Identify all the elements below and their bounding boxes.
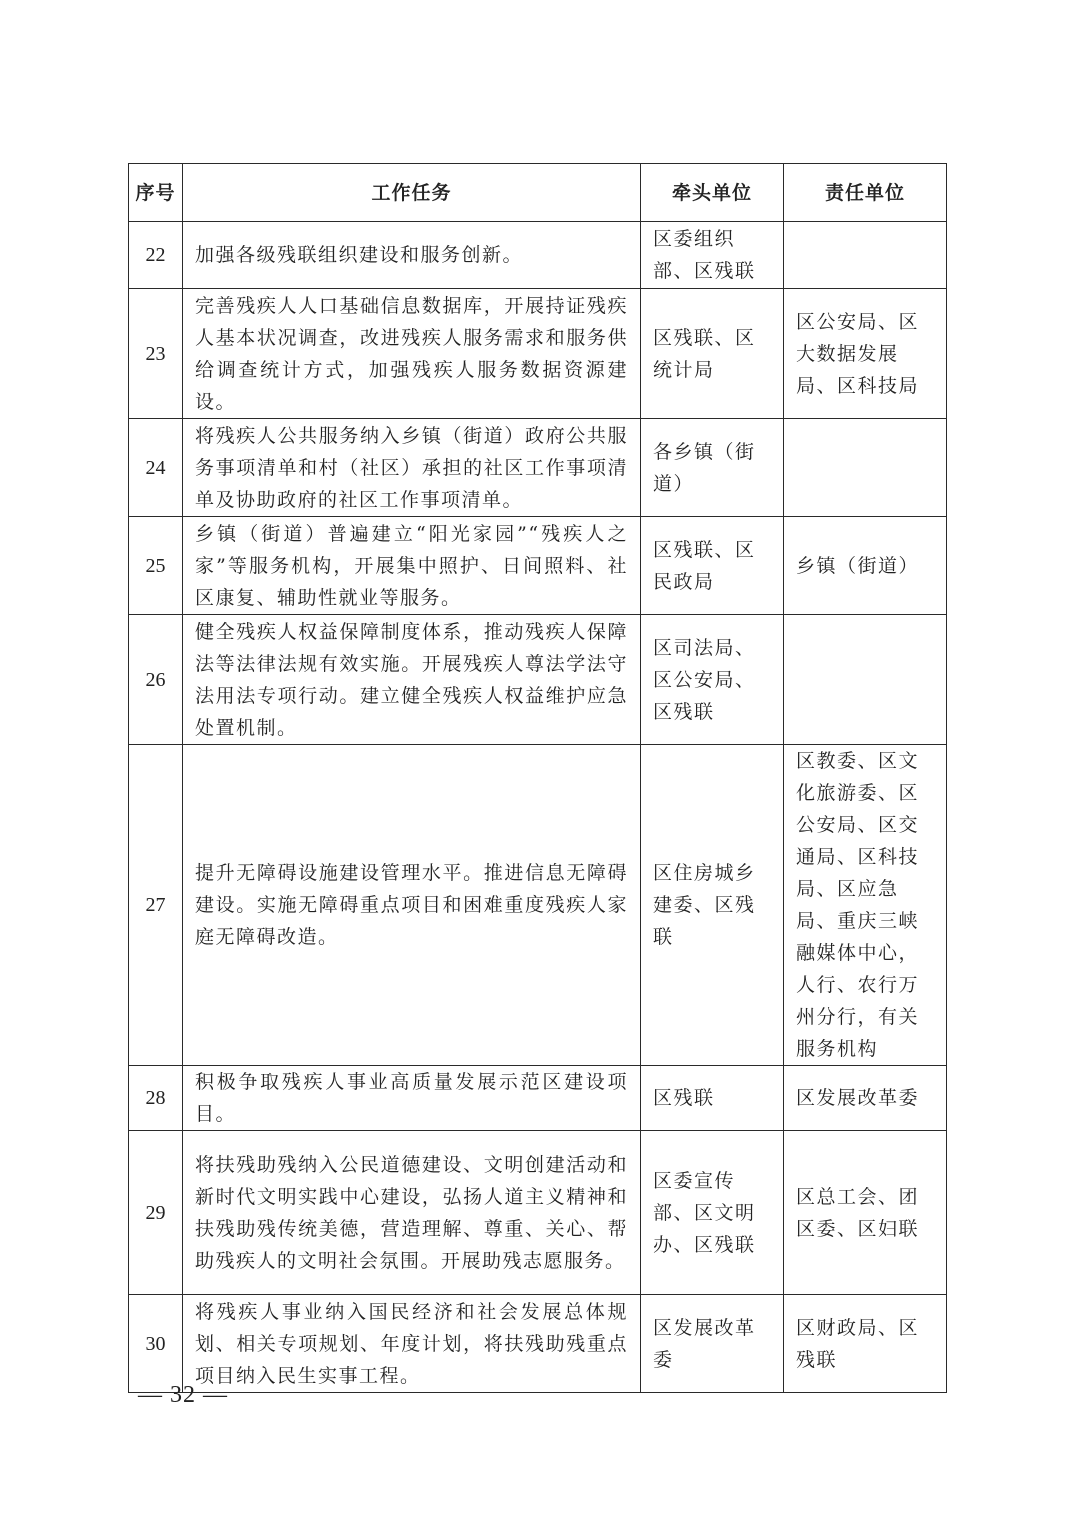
row-lead-unit: 各乡镇（街道） — [641, 419, 784, 517]
header-task: 工作任务 — [183, 164, 641, 222]
row-no: 28 — [129, 1066, 183, 1131]
table-header-row — [129, 164, 947, 222]
row-task: 提升无障碍设施建设管理水平。推进信息无障碍建设。实施无障碍重点项目和困难重度残疾人家庭无障碍改造。 — [183, 745, 641, 1066]
row-task: 积极争取残疾人事业高质量发展示范区建设项目。 — [183, 1066, 641, 1131]
row-no: 30 — [129, 1295, 183, 1393]
table-row — [129, 419, 947, 517]
row-task: 将残疾人公共服务纳入乡镇（街道）政府公共服务事项清单和村（社区）承担的社区工作事项清单及协助政府的社区工作事项清单。 — [183, 419, 641, 517]
row-no: 23 — [129, 289, 183, 419]
row-responsible-unit — [784, 222, 947, 289]
row-responsible-unit: 区教委、区文化旅游委、区公安局、区交通局、区科技局、区应急局、重庆三峡融媒体中心，人行、农行万州分行，有关服务机构 — [784, 745, 947, 1066]
header-lead-unit: 牵头单位 — [641, 164, 784, 222]
row-no: 27 — [129, 745, 183, 1066]
row-no: 24 — [129, 419, 183, 517]
row-responsible-unit — [784, 615, 947, 745]
row-lead-unit: 区残联、区统计局 — [641, 289, 784, 419]
row-lead-unit: 区委组织部、区残联 — [641, 222, 784, 289]
table-row — [129, 1066, 947, 1131]
row-responsible-unit: 区公安局、区大数据发展局、区科技局 — [784, 289, 947, 419]
table-row — [129, 289, 947, 419]
row-lead-unit: 区残联 — [641, 1066, 784, 1131]
row-task: 乡镇（街道）普遍建立“阳光家园”“残疾人之家”等服务机构，开展集中照护、日间照料、社区康复、辅助性就业等服务。 — [183, 517, 641, 615]
row-responsible-unit: 区财政局、区残联 — [784, 1295, 947, 1393]
row-lead-unit: 区发展改革委 — [641, 1295, 784, 1393]
table-row — [129, 222, 947, 289]
task-table — [128, 163, 947, 1393]
row-responsible-unit: 区总工会、团区委、区妇联 — [784, 1131, 947, 1295]
table-row — [129, 1131, 947, 1295]
row-task: 将残疾人事业纳入国民经济和社会发展总体规划、相关专项规划、年度计划，将扶残助残重点项目纳入民生实事工程。 — [183, 1295, 641, 1393]
row-task: 加强各级残联组织建设和服务创新。 — [183, 222, 641, 289]
row-lead-unit: 区残联、区民政局 — [641, 517, 784, 615]
row-task: 健全残疾人权益保障制度体系，推动残疾人保障法等法律法规有效实施。开展残疾人尊法学法守法用法专项行动。建立健全残疾人权益维护应急处置机制。 — [183, 615, 641, 745]
row-no: 22 — [129, 222, 183, 289]
row-no: 25 — [129, 517, 183, 615]
header-no: 序号 — [129, 164, 183, 222]
page-number: — 32 — — [138, 1382, 228, 1408]
table-row — [129, 1295, 947, 1393]
header-responsible-unit: 责任单位 — [784, 164, 947, 222]
row-lead-unit: 区住房城乡建委、区残联 — [641, 745, 784, 1066]
table-row — [129, 615, 947, 745]
row-no: 29 — [129, 1131, 183, 1295]
table-row — [129, 745, 947, 1066]
row-responsible-unit: 乡镇（街道） — [784, 517, 947, 615]
table-row — [129, 517, 947, 615]
row-lead-unit: 区司法局、区公安局、区残联 — [641, 615, 784, 745]
row-lead-unit: 区委宣传部、区文明办、区残联 — [641, 1131, 784, 1295]
row-task: 完善残疾人人口基础信息数据库，开展持证残疾人基本状况调查，改进残疾人服务需求和服务供给调查统计方式，加强残疾人服务数据资源建设。 — [183, 289, 641, 419]
row-responsible-unit — [784, 419, 947, 517]
row-no: 26 — [129, 615, 183, 745]
row-responsible-unit: 区发展改革委 — [784, 1066, 947, 1131]
row-task: 将扶残助残纳入公民道德建设、文明创建活动和新时代文明实践中心建设，弘扬人道主义精神和扶残助残传统美德，营造理解、尊重、关心、帮助残疾人的文明社会氛围。开展助残志愿服务。 — [183, 1131, 641, 1295]
